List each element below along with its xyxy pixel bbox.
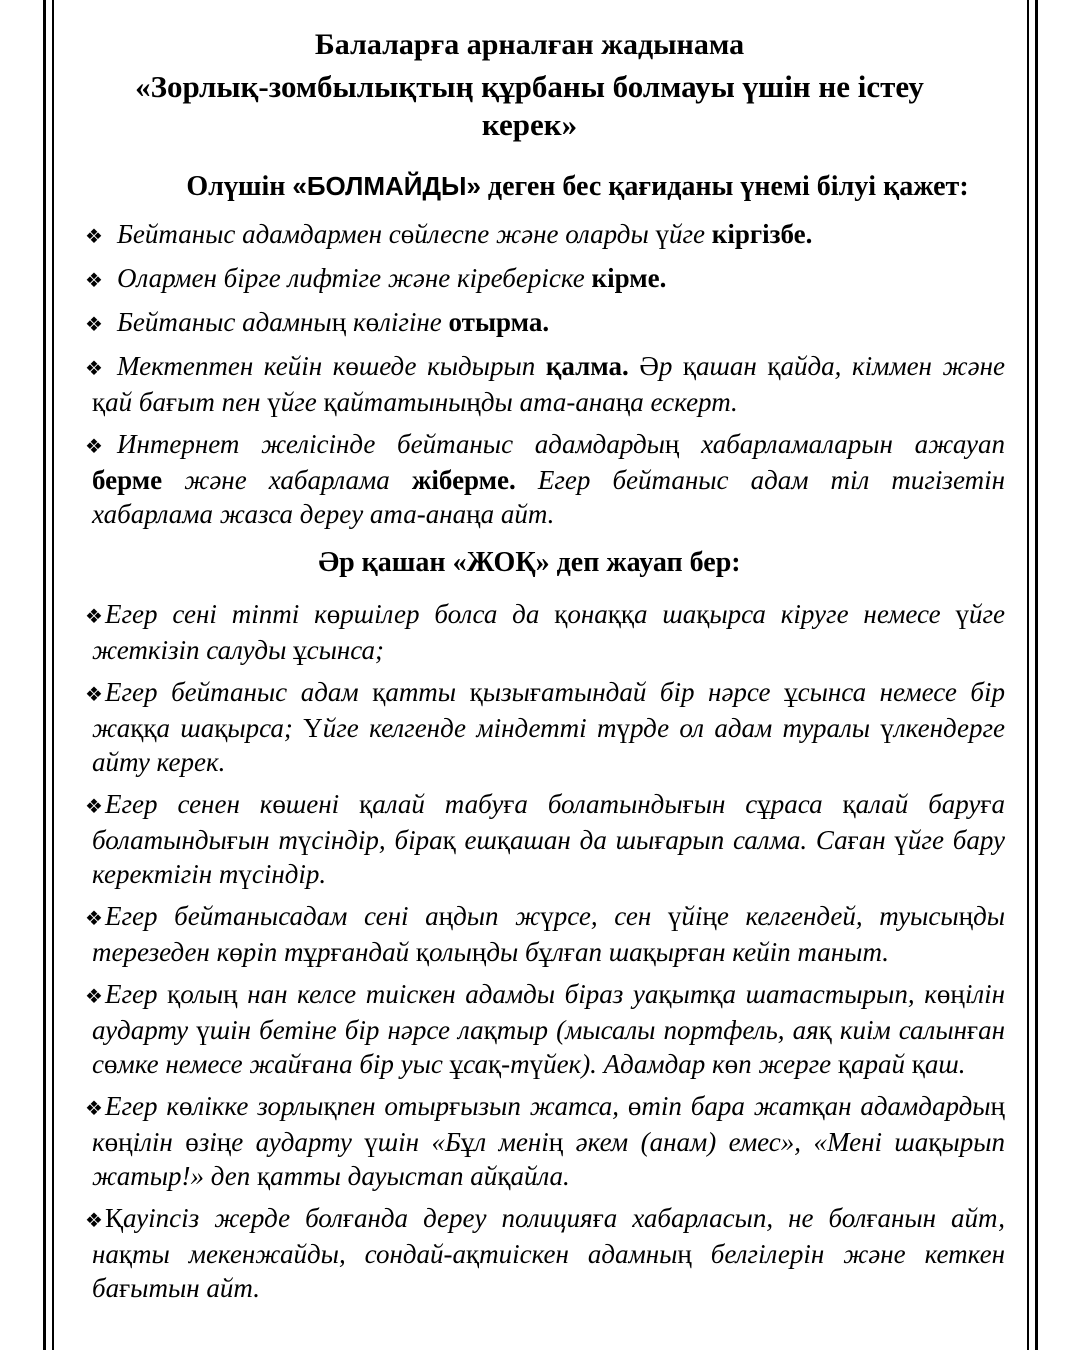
- kazakh-letter: ғ: [592, 1203, 604, 1233]
- list-item: [85, 597, 1005, 667]
- kazakh-letter: қ: [696, 599, 710, 629]
- kazakh-letter: ң: [664, 429, 680, 459]
- kazakh-letter: ү: [894, 825, 908, 855]
- kazakh-letter: ғ: [119, 1273, 131, 1303]
- kazakh-letter: ң: [216, 1127, 232, 1157]
- kazakh-letter: ұ: [303, 937, 317, 967]
- kazakh-letter: ү: [297, 825, 312, 855]
- section1-heading-emphasis: «БОЛМАЙДЫ»: [292, 171, 481, 201]
- kazakh-letter: ү: [364, 1127, 378, 1157]
- kazakh-letter: қ: [818, 1015, 832, 1045]
- kazakh-letter: қ: [465, 1239, 480, 1269]
- body-text: Мектептен кейін көшеде кыдырып: [117, 351, 546, 381]
- kazakh-letter: ң: [438, 901, 454, 931]
- kazakh-letter: ң: [471, 937, 487, 967]
- kazakh-letter: ң: [548, 1127, 564, 1157]
- kazakh-letter: ө: [936, 979, 951, 1009]
- kazakh-letter: ү: [616, 713, 630, 743]
- kazakh-letter: қ: [442, 825, 456, 855]
- kazakh-letter: қ: [658, 979, 672, 1009]
- rules-list-zhok: [85, 597, 1006, 1305]
- diamond-bullet-icon: ❖: [85, 434, 103, 458]
- kazakh-letter: қ: [415, 937, 429, 967]
- kazakh-letter: ң: [950, 979, 965, 1009]
- kazakh-letter: ғ: [226, 825, 238, 855]
- emphasized-text: кіргізбе.: [711, 219, 813, 249]
- kazakh-letter: қ: [118, 1239, 133, 1269]
- kazakh-letter: ұ: [784, 677, 798, 707]
- kazakh-letter: ү: [267, 387, 281, 417]
- emphasized-text: берме: [92, 465, 163, 495]
- kazakh-letter: ө: [185, 1127, 199, 1157]
- diamond-bullet-icon: ❖: [85, 1208, 103, 1232]
- list-item: [85, 977, 1005, 1081]
- kazakh-letter: ө: [326, 599, 341, 629]
- kazakh-letter: ғ: [449, 1091, 461, 1121]
- kazakh-letter: ғ: [503, 789, 515, 819]
- diamond-bullet-icon: ❖: [85, 794, 103, 818]
- body-text: Әр қашан қайда, кіммен және қай бағыт пен үйге қайтатыныңды ата-анаңа ескерт.: [92, 351, 1006, 417]
- list-item: [85, 349, 1006, 419]
- kazakh-letter: Қ: [105, 1203, 124, 1233]
- kazakh-letter: қ: [214, 713, 228, 743]
- kazakh-letter: қ: [837, 1049, 851, 1079]
- diamond-bullet-icon: ❖: [85, 268, 103, 292]
- emphasized-text: жіберме.: [411, 465, 516, 495]
- body-text: Олармен бірге лифтіге және кіреберіске: [117, 263, 592, 293]
- document-subtitle: «Зорлық-зомбылықтың құрбаны болмауы үшін не істеу керек»: [135, 69, 924, 142]
- kazakh-letter: қ: [359, 789, 373, 819]
- kazakh-letter: ө: [345, 351, 359, 381]
- kazakh-letter: қ: [469, 677, 483, 707]
- body-text: Қауіпсіз жерде болғанда дереу полицияға хабарласып, не болғанын айт, нақты мекенжайды, сондай-ақтиіскен адамның белгілерін және кеткен бағытын айт.: [92, 1203, 1005, 1303]
- kazakh-letter: ө: [272, 789, 286, 819]
- kazakh-letter: қ: [483, 1015, 497, 1045]
- body-text: Егер қолың нан келсе тиіскен адамды біраз уақытқа шатастырып, көңілін аударту үшін бетіне бір нәрсе лақтыр (мысалы портфель, аяқ киім салынған сөмке немесе жайғана бір уыс ұсақ-түйек). Адамдар көп жерге қарай қаш.: [92, 979, 1005, 1079]
- section2-heading: Әр қашан «ЖОҚ» деп жауап бер:: [318, 547, 741, 578]
- kazakh-letter: ө: [179, 1091, 193, 1121]
- diamond-bullet-icon: ❖: [85, 356, 103, 380]
- list-item: [85, 675, 1006, 779]
- list-item: [85, 1201, 1005, 1305]
- kazakh-letter: қ: [607, 599, 621, 629]
- kazakh-letter: ң: [466, 387, 481, 417]
- kazakh-letter: қ: [842, 789, 856, 819]
- kazakh-letter: ұ: [293, 635, 307, 665]
- diamond-bullet-icon: ❖: [85, 224, 103, 248]
- kazakh-letter: ң: [677, 1239, 692, 1269]
- kazakh-letter: қ: [620, 599, 634, 629]
- diamond-bullet-icon: ❖: [85, 1096, 103, 1120]
- kazakh-letter: қ: [911, 1049, 925, 1079]
- kazakh-letter: ғ: [687, 937, 699, 967]
- kazakh-letter: ғ: [563, 937, 575, 967]
- kazakh-letter: ө: [103, 1049, 118, 1079]
- kazakh-letter: ң: [702, 901, 717, 931]
- kazakh-letter: ң: [615, 387, 631, 417]
- kazakh-letter: ұ: [538, 937, 553, 967]
- body-text: Егер бейтанысадам сені аңдып жүрсе, сен үйіңе келгендей, туысыңды терезеден көріп тұрғандай қолыңды бұлғап шақырған кейіп таныт.: [92, 901, 1006, 967]
- kazakh-letter: қ: [496, 825, 511, 855]
- kazakh-letter: қ: [92, 387, 106, 417]
- section1-heading-suffix: деген бес қағиданы үнемі білуі қажет:: [480, 171, 969, 202]
- list-item: [85, 427, 1005, 531]
- kazakh-letter: қ: [709, 979, 723, 1009]
- rules-list-bolmaydy: [85, 217, 1006, 531]
- kazakh-letter: қ: [767, 351, 781, 381]
- kazakh-letter: ғ: [165, 387, 178, 417]
- kazakh-letter: ғ: [980, 789, 992, 819]
- list-item: [85, 217, 1005, 253]
- kazakh-letter: ү: [880, 713, 894, 743]
- kazakh-letter: ү: [529, 1049, 544, 1079]
- body-text: Егер көлікке зорлықпен отырғызып жатса, өтіп бара жатқан адамдардың көңілін өзіңе аударту үшін «Бұл менің әкем (анам) емес», «Мені шақырып жатыр!» деп қатты дауыстап айқайла.: [92, 1091, 1005, 1191]
- kazakh-letter: қ: [143, 713, 157, 743]
- kazakh-letter: ұ: [460, 1127, 475, 1157]
- kazakh-letter: қ: [642, 937, 656, 967]
- body-text: Егер бейтаныс адам тіл тигізетін хабарлама жазса дереу ата-анаңа айт.: [92, 465, 1005, 529]
- body-text: және хабарлама: [162, 465, 412, 495]
- document-title: Балаларға арналған жадынама: [314, 28, 745, 61]
- kazakh-letter: қ: [167, 979, 181, 1009]
- kazakh-letter: қ: [811, 1091, 825, 1121]
- page-border-left: [43, 0, 54, 1350]
- body-text: Бейтаныс адамдармен сөйлеспе және оларды үйге: [117, 219, 712, 249]
- body-text: Егер сені тіпті көршілер болса да қонаққа шақырса кіруге немесе үйге жеткізіп салуды ұсынса;: [92, 599, 1005, 665]
- list-item: [85, 261, 1005, 297]
- kazakh-letter: ғ: [330, 937, 342, 967]
- kazakh-letter: ң: [990, 1091, 1005, 1121]
- body-text: Егер сенен көшені қалай табуға болатындығын сұраса қалай баруға болатындығын түсіндір, бірақ ешқашан да шығарып салма. Саған үйге бару керектігін түсіндір.: [92, 789, 1005, 889]
- body-text: Егер бейтаныс адам қатты қызығатындай бір нәрсе ұсынса немесе бір жаққа шақырса; Үйге келгенде міндетті түрде ол адам туралы үлкендерге айту керек.: [92, 677, 1006, 777]
- page-border-right: [1027, 0, 1038, 1350]
- kazakh-letter: ү: [540, 901, 554, 931]
- kazakh-letter: ө: [400, 219, 415, 249]
- body-text: Интернет желісінде бейтаныс адамдардың хабарламаларын ажауап: [117, 429, 1005, 459]
- kazakh-letter: ғ: [847, 825, 859, 855]
- kazakh-letter: ө: [627, 1091, 642, 1121]
- kazakh-letter: ғ: [682, 789, 694, 819]
- kazakh-letter: қ: [487, 1049, 502, 1079]
- diamond-bullet-icon: ❖: [85, 682, 103, 706]
- diamond-bullet-icon: ❖: [85, 906, 103, 930]
- diamond-bullet-icon: ❖: [85, 604, 103, 628]
- kazakh-letter: ң: [331, 307, 347, 337]
- kazakh-letter: ү: [655, 219, 669, 249]
- kazakh-letter: ң: [223, 979, 238, 1009]
- kazakh-letter: ғ: [301, 1049, 313, 1079]
- kazakh-letter: қ: [682, 351, 697, 381]
- diamond-bullet-icon: ❖: [85, 312, 103, 336]
- section1-heading: [150, 168, 1005, 205]
- kazakh-letter: қ: [497, 1161, 511, 1191]
- kazakh-letter: қ: [554, 599, 568, 629]
- kazakh-letter: ң: [466, 499, 481, 529]
- kazakh-letter: қ: [545, 351, 562, 381]
- kazakh-letter: ғ: [342, 1203, 354, 1233]
- kazakh-letter: ұ: [449, 1049, 464, 1079]
- list-item: [85, 787, 1005, 891]
- kazakh-letter: қ: [928, 1127, 942, 1157]
- diamond-bullet-icon: ❖: [85, 984, 103, 1008]
- list-item: [85, 1089, 1005, 1193]
- kazakh-letter: ү: [196, 1015, 210, 1045]
- kazakh-letter: ғ: [529, 677, 541, 707]
- kazakh-letter: ө: [724, 1049, 739, 1079]
- body-text: Бейтаныс адамның көлігіне: [117, 307, 449, 337]
- document-content: [54, 0, 1005, 1313]
- kazakh-letter: ү: [667, 901, 682, 931]
- emphasized-text: кірме.: [591, 263, 667, 293]
- kazakh-letter: ү: [955, 599, 969, 629]
- emphasized-text: отырма.: [448, 307, 550, 337]
- kazakh-letter: ұ: [757, 789, 771, 819]
- kazakh-letter: ғ: [967, 1015, 979, 1045]
- kazakh-letter: ғ: [866, 1203, 878, 1233]
- kazakh-letter: ө: [229, 937, 243, 967]
- kazakh-letter: ң: [118, 1127, 133, 1157]
- section1-heading-prefix: Олүшін: [186, 171, 293, 202]
- list-item: [85, 305, 1005, 341]
- kazakh-letter: Ү: [303, 713, 323, 743]
- kazakh-letter: ң: [958, 901, 974, 931]
- kazakh-letter: қ: [257, 1161, 271, 1191]
- kazakh-letter: Ә: [639, 351, 659, 381]
- kazakh-letter: ү: [238, 859, 252, 889]
- emphasized-text: қалма.: [545, 351, 629, 381]
- kazakh-letter: ө: [104, 1127, 119, 1157]
- list-item: [85, 899, 1006, 969]
- kazakh-letter: қ: [323, 1091, 337, 1121]
- kazakh-letter: қ: [323, 387, 337, 417]
- kazakh-letter: ө: [365, 307, 380, 337]
- kazakh-letter: ғ: [654, 825, 666, 855]
- kazakh-letter: қ: [130, 713, 144, 743]
- kazakh-letter: қ: [372, 677, 386, 707]
